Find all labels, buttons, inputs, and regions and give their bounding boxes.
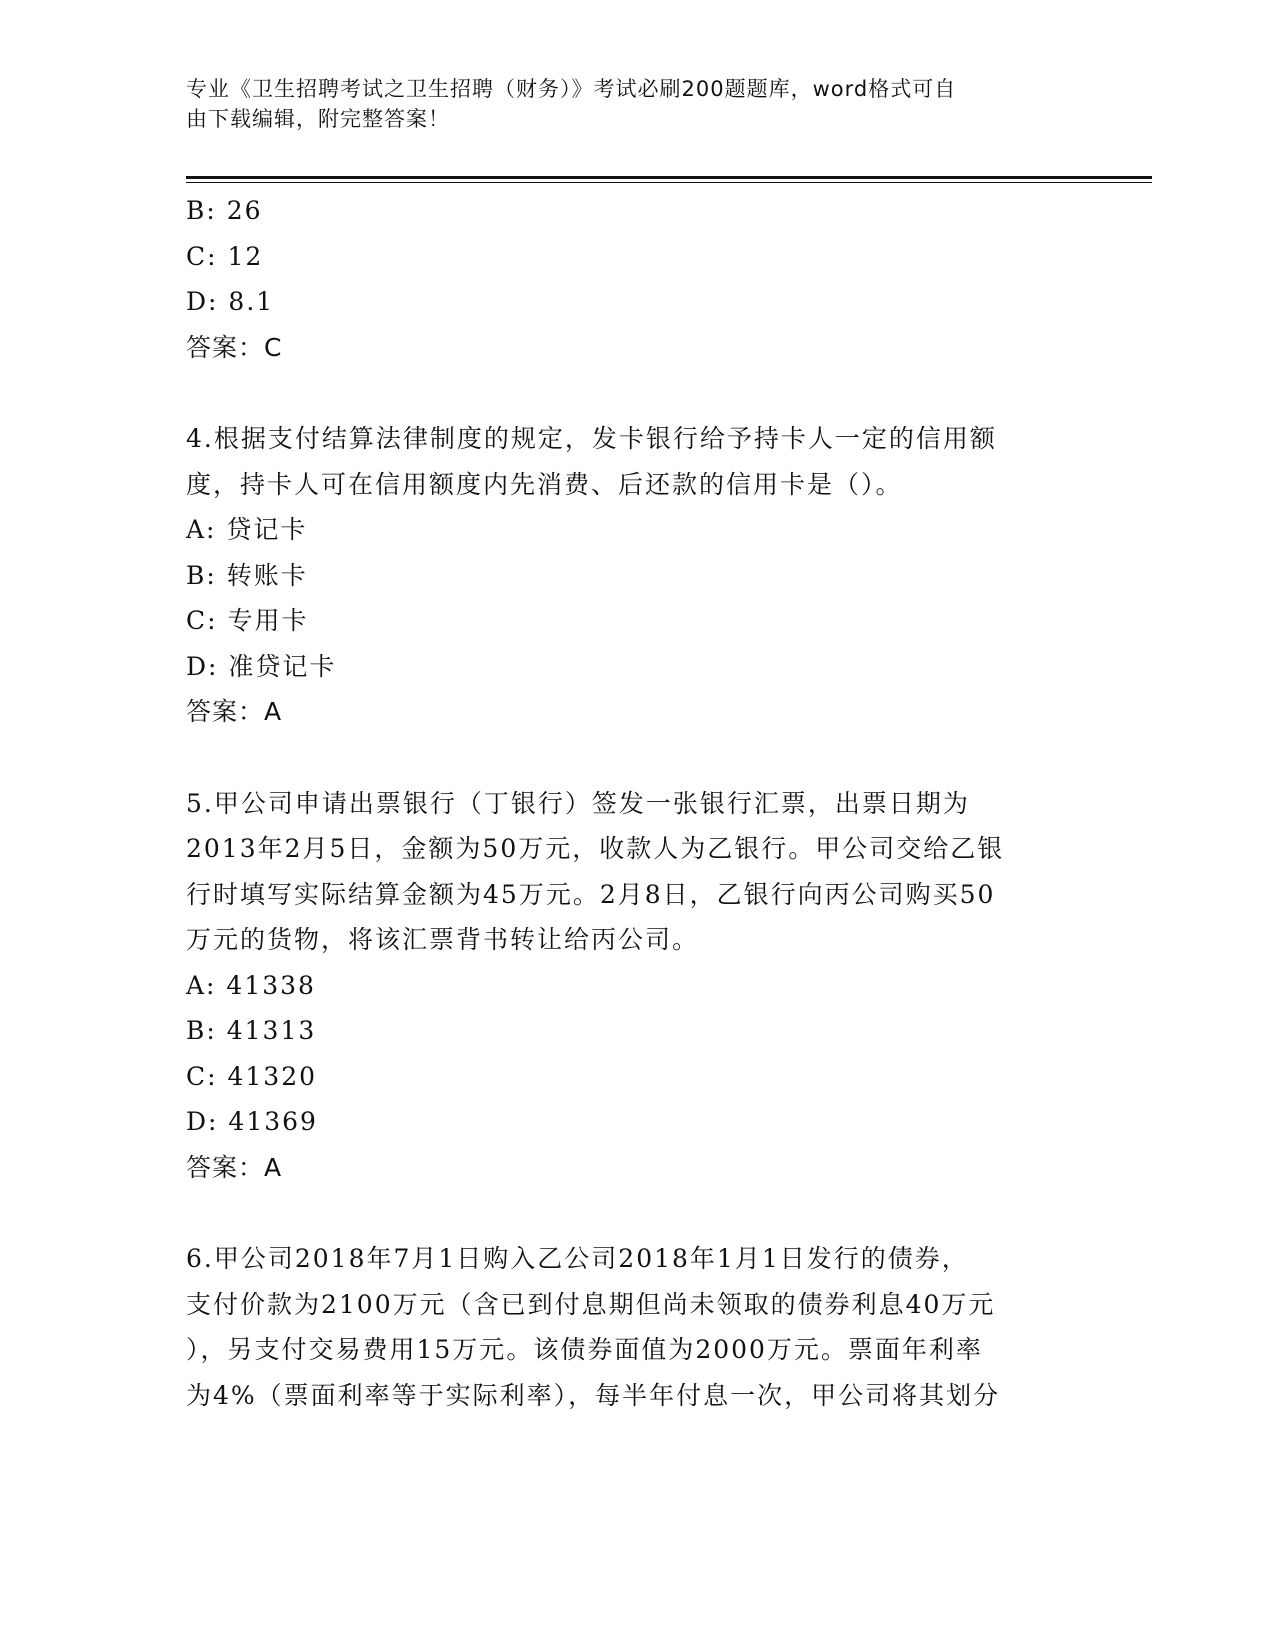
question-4	[186, 416, 1086, 735]
stem-line: 为4%（票面利率等于实际利率），每半年付息一次，甲公司将其划分	[186, 1380, 1001, 1410]
question-stem	[186, 781, 1086, 963]
question-stem	[186, 1236, 1086, 1418]
stem-line: 支付价款为2100万元（含已到付息期但尚未领取的债券利息40万元	[186, 1289, 996, 1319]
stem-line: 行时填写实际结算金额为45万元。2月8日，乙银行向丙公司购买50	[186, 879, 996, 909]
answer-line: 答案：A	[186, 697, 283, 726]
option-d: D: 41369	[186, 1107, 318, 1136]
header-line-2: 由下载编辑，附完整答案！	[186, 107, 450, 131]
header-line-1: 专业《卫生招聘考试之卫生招聘（财务）》考试必刷200题题库，word格式可自	[186, 77, 957, 101]
stem-line: 2013年2月5日，金额为50万元，收款人为乙银行。甲公司交给乙银	[186, 834, 1005, 863]
question-6	[186, 1236, 1086, 1418]
answer-line: 答案：C	[186, 332, 283, 362]
option-d: D: 8.1	[186, 287, 275, 316]
spacer	[186, 1190, 1086, 1236]
question-5	[186, 781, 1086, 1191]
answer-line: 答案：A	[186, 1152, 283, 1182]
option-b: B: 转账卡	[186, 560, 308, 590]
stem-line: 6.甲公司2018年7月1日购入乙公司2018年1月1日发行的债券，	[186, 1244, 969, 1273]
stem-line: 度，持卡人可在信用额度内先消费、后还款的信用卡是（）。	[186, 469, 903, 499]
option-b: B: 41313	[186, 1016, 317, 1045]
header-rule-thick	[186, 176, 1152, 179]
option-c: C: 12	[186, 241, 264, 271]
option-c: C: 41320	[186, 1061, 318, 1091]
document-header	[186, 74, 1066, 134]
option-c: C: 专用卡	[186, 606, 309, 635]
spacer	[186, 735, 1086, 781]
question-stem	[186, 416, 1086, 507]
document-body	[186, 188, 1086, 1418]
option-b: B: 26	[186, 196, 263, 225]
option-a: A: 41338	[186, 970, 316, 1000]
stem-line: ），另支付交易费用15万元。该债券面值为2000万元。票面年利率	[186, 1335, 983, 1364]
header-rule-thin	[186, 182, 1152, 183]
stem-line: 4.根据支付结算法律制度的规定，发卡银行给予持卡人一定的信用额	[186, 424, 997, 453]
question-3-continued	[186, 188, 1086, 370]
option-a: A: 贷记卡	[186, 515, 308, 544]
stem-line: 万元的货物，将该汇票背书转让给丙公司。	[186, 925, 700, 954]
spacer	[186, 370, 1086, 416]
stem-line: 5.甲公司申请出票银行（丁银行）签发一张银行汇票，出票日期为	[186, 788, 970, 818]
option-d: D: 准贷记卡	[186, 651, 337, 681]
